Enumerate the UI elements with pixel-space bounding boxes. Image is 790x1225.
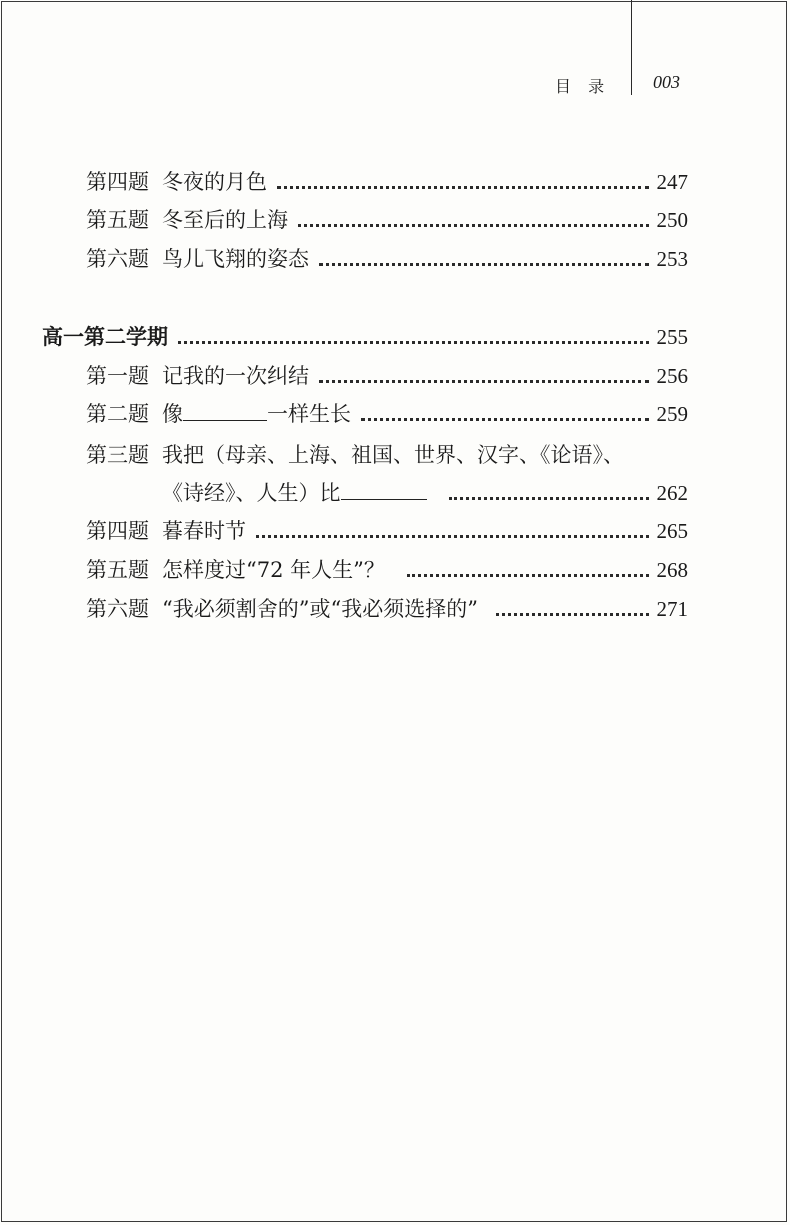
section-page: 255 [656,325,688,349]
entry-page: 262 [656,481,688,505]
title-prefix: 像 [162,402,183,426]
leader-dots [298,224,649,227]
toc-entry[interactable] [86,593,688,625]
entry-number: 第三题 [86,443,149,467]
toc-entry[interactable] [86,243,688,275]
leader-dots [277,186,649,189]
entry-page: 250 [656,208,688,232]
toc-entry[interactable] [86,554,688,586]
entry-page: 247 [656,170,688,194]
toc-entry-continuation[interactable] [162,477,688,509]
entry-title: 冬夜的月色 [162,170,267,194]
entry-title: 怎样度过“72 年人生”？ [162,558,385,582]
entry-title: 记我的一次纠结 [162,364,309,388]
entry-page: 268 [656,558,688,582]
toc-entry[interactable] [86,204,688,236]
fill-in-blank [341,479,427,500]
toc-entry[interactable] [86,360,688,392]
entry-number: 第六题 [86,247,149,271]
page-number: 003 [653,72,680,92]
entry-page: 271 [656,597,688,621]
leader-dots [496,613,649,616]
entry-page: 256 [656,364,688,388]
leader-dots [319,380,649,383]
entry-number: 第四题 [86,170,149,194]
entry-number: 第四题 [86,519,149,543]
entry-title [162,398,351,430]
toc-entry[interactable] [86,166,688,198]
entry-page: 259 [656,402,688,426]
entry-title: “我必须割舍的”或“我必须选择的” [162,597,478,621]
entry-title: 鸟儿飞翔的姿态 [162,247,309,271]
toc-entry-multiline[interactable] [86,439,624,471]
leader-dots [319,263,649,266]
entry-page: 253 [656,247,688,271]
toc-entry[interactable] [86,398,688,430]
fill-in-blank [183,400,267,421]
leader-dots [407,574,649,577]
entry-number: 第五题 [86,208,149,232]
entry-number: 第五题 [86,558,149,582]
entry-number: 第二题 [86,402,149,426]
leader-dots [449,497,649,500]
leader-dots [361,418,649,421]
toc-section-heading[interactable] [42,321,688,353]
entry-title: 冬至后的上海 [162,208,288,232]
entry-title-line1: 我把（母亲、上海、祖国、世界、汉字、《论语》、 [162,443,624,467]
entry-page: 265 [656,519,688,543]
section-title: 高一第二学期 [42,324,168,349]
toc-entry[interactable] [86,515,688,547]
header-rule [631,0,632,95]
entry-number: 第一题 [86,364,149,388]
running-header-title: 目 录 [555,77,611,96]
title-text: 《诗经》、人生）比 [162,481,341,505]
entry-title: 暮春时节 [162,519,246,543]
entry-number: 第六题 [86,597,149,621]
entry-title-line2 [162,477,427,509]
leader-dots [256,535,649,538]
title-suffix: 一样生长 [267,402,351,426]
leader-dots [178,341,649,344]
